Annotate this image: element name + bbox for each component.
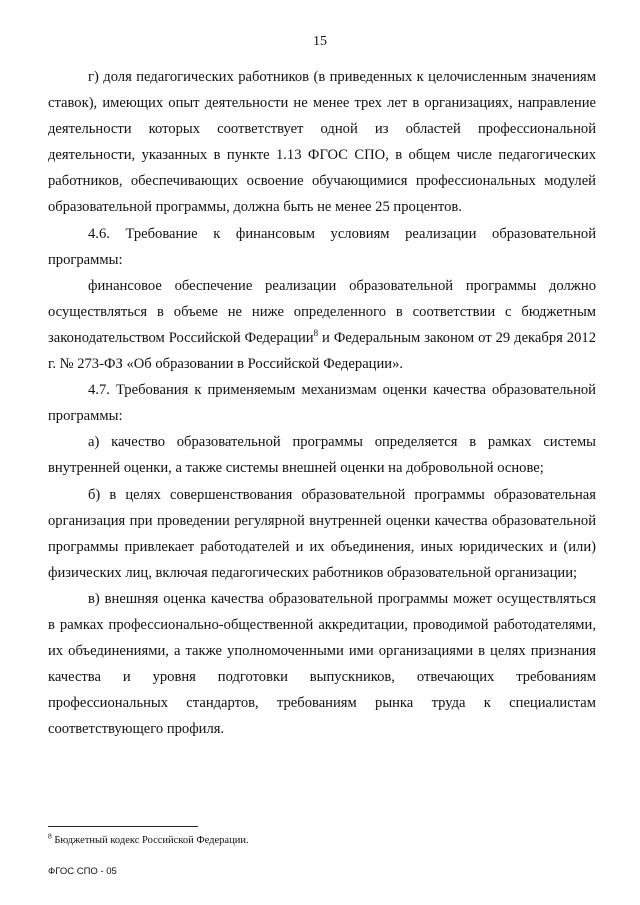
paragraph-teacher-share: г) доля педагогических работников (в приведенных к целочисленным значениям ставок), имеющих опыт деятельности не менее трех лет в организациях, направление деятельности которых соответствует одной из областей профессиональной деятельности, указанных в пункте 1.13 ФГОС СПО, в общем числе педагогических работников, обеспечивающих освоение обучающимися профессиональных модулей образовательной программы, должна быть не менее 25 процентов. [48,69,596,216]
footnote-text: Бюджетный кодекс Российской Федерации. [51,835,249,846]
paragraph-4-7-heading: 4.7. Требования к применяемым механизмам оценки качества образовательной программы: [48,382,596,425]
paragraph-4-6-heading: 4.6. Требование к финансовым условиям реализации образовательной программы: [48,225,596,268]
footnote [48,831,596,848]
page-number: 15 [313,34,327,49]
paragraph-item-v: в) внешняя оценка качества образовательной программы может осуществляться в рамках профессионально-общественной аккредитации, проводимой работодателями, их объединениями, а также уполномоченными ими организациями в целях признания качества и уровня подготовки выпускников, отвечающих требованиям профессиональных стандартов, требованиям рынка труда к специалистам соответствующего профиля. [48,590,596,738]
document-code: ФГОС СПО - 05 [48,866,117,877]
financial-text-end: и Федеральным законом от 29 декабря 2012 г. № 273-ФЗ «Об образовании в Российской Федерации». [48,329,596,373]
footnote-reference[interactable]: 8 [313,328,319,339]
paragraph-item-a: а) качество образовательной программы определяется в рамках системы внутренней оценки, а также системы внешней оценки на добровольной основе; [48,434,596,477]
financial-text-start: финансовое обеспечение реализации образовательной программы должно осуществляться в объеме не ниже определенного в соответствии с бюджетным законодательством Российской Федерации [48,277,596,346]
footnote-divider [48,826,198,827]
footnote-marker: 8 [48,831,52,841]
paragraph-financial-support [48,273,596,377]
paragraph-item-b: б) в целях совершенствования образовательной программы образовательная организация при проведении регулярной внутренней оценки качества образовательной программы привлекает работодателей и их объединения, иных юридических и (или) физических лиц, включая педагогических работников образовательной организации; [48,486,596,581]
body-text [48,64,596,742]
